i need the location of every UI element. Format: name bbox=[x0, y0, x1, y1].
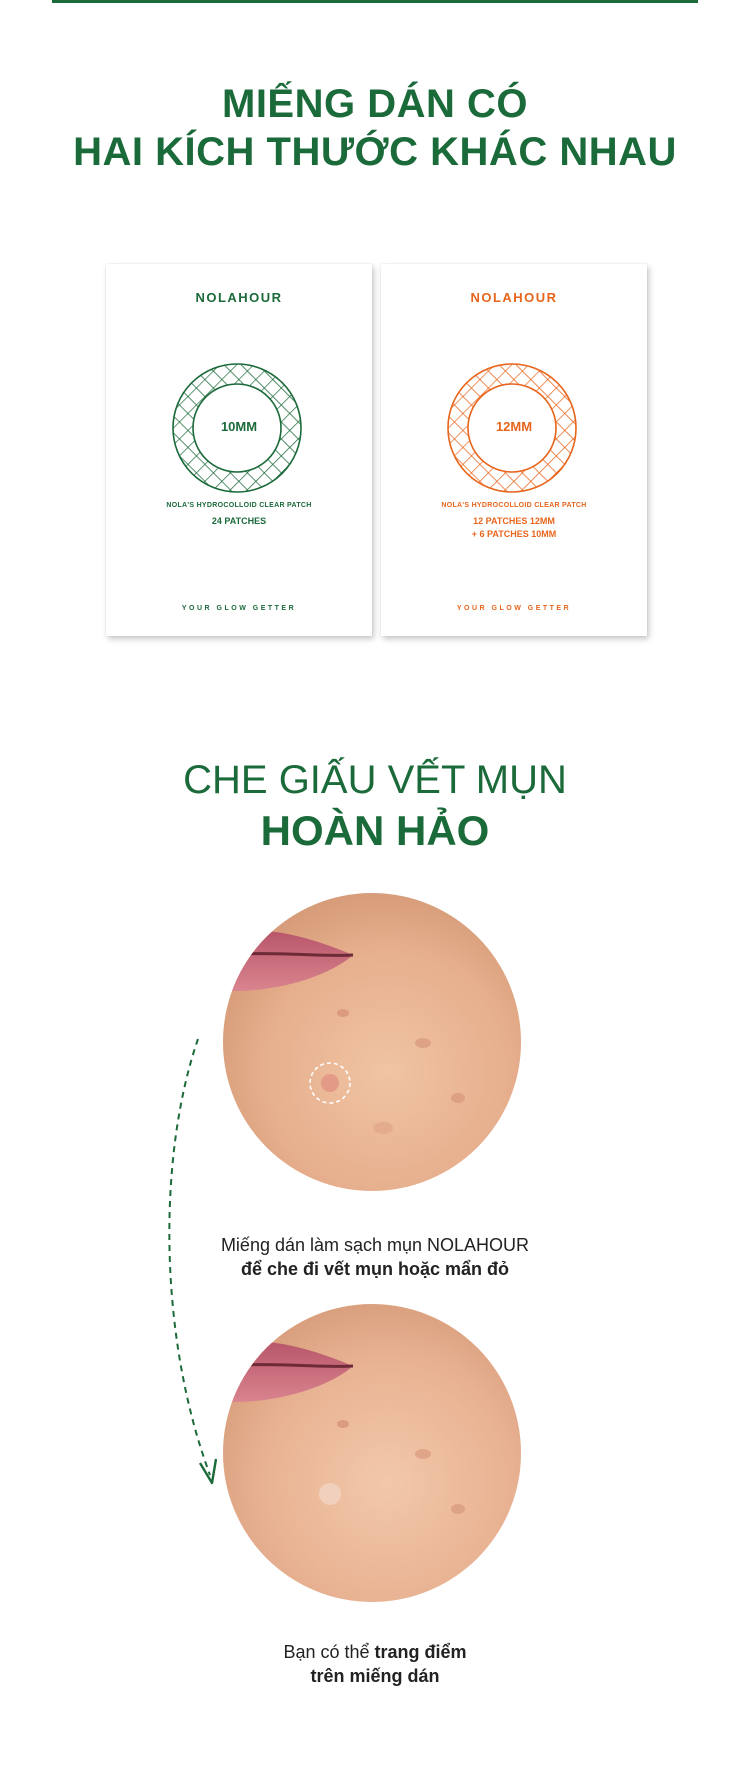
skin-photo-before bbox=[223, 893, 521, 1191]
section-title-sizes bbox=[0, 80, 750, 176]
caption-after bbox=[0, 1640, 750, 1688]
brand-logo: NOLAHOUR bbox=[195, 290, 283, 305]
quantity-line-1: 24 PATCHES bbox=[211, 516, 267, 526]
product-card-12mm bbox=[381, 264, 647, 636]
product-card-10mm bbox=[106, 264, 372, 636]
title-line-2: HAI KÍCH THƯỚC KHÁC NHAU bbox=[73, 130, 677, 174]
patch-size: 10MM bbox=[220, 419, 258, 434]
patch-quantity bbox=[106, 515, 372, 528]
caption-before-line1: Miếng dán làm sạch mụn NOLAHOUR bbox=[220, 1235, 530, 1255]
quantity-line-2: + 6 PATCHES 10MM bbox=[471, 529, 557, 539]
section-title-cover-line1: CHE GIẤU VẾT MỤN bbox=[183, 758, 567, 802]
quantity-line-1: 12 PATCHES 12MM bbox=[473, 516, 555, 526]
product-description: NOLA'S HYDROCOLLOID CLEAR PATCH bbox=[441, 502, 587, 509]
skin-closeup-image bbox=[223, 1304, 521, 1602]
section-title-cover-line2: HOÀN HẢO bbox=[260, 807, 490, 854]
caption-after-part2: trang điểm bbox=[374, 1642, 467, 1662]
skin-closeup-image bbox=[223, 893, 521, 1191]
tagline: YOUR GLOW GETTER bbox=[181, 605, 297, 612]
brand-logo: NOLAHOUR bbox=[470, 290, 558, 305]
title-line-1: MIẾNG DÁN CÓ bbox=[222, 82, 528, 126]
caption-after-part1: Bạn có thể bbox=[283, 1642, 375, 1662]
product-description: NOLA'S HYDROCOLLOID CLEAR PATCH bbox=[166, 502, 312, 509]
patch-size: 12MM bbox=[495, 419, 533, 434]
top-divider bbox=[52, 0, 698, 3]
caption-before bbox=[0, 1233, 750, 1281]
caption-before-line2: để che đi vết mụn hoặc mẩn đỏ bbox=[240, 1259, 510, 1279]
caption-after-line2: trên miếng dán bbox=[310, 1666, 440, 1686]
patch-quantity bbox=[381, 515, 647, 541]
skin-photo-after bbox=[223, 1304, 521, 1602]
tagline: YOUR GLOW GETTER bbox=[456, 605, 572, 612]
